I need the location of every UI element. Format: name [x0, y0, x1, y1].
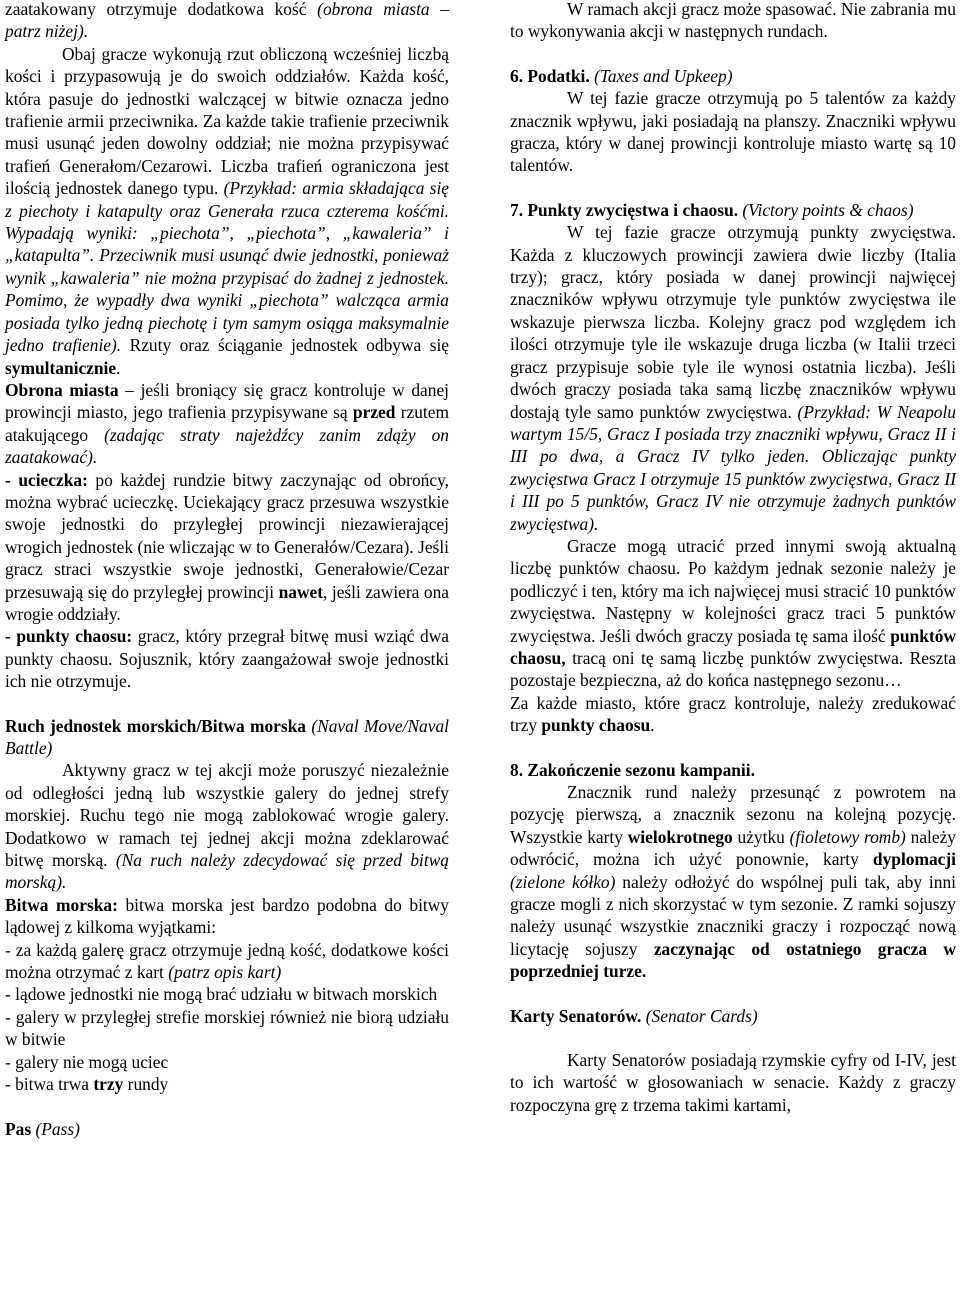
list-item: - za każdą galerę gracz otrzymuje jedną kość, dodatkowe kości można otrzymać z kart (patrz opis kart) [5, 939, 449, 983]
list-item: - galery nie mogą uciec [5, 1051, 169, 1072]
paragraph-season-end: Znacznik rund należy przesunąć z powrotem na pozycję pierwszą, a znacznik sezonu na kolejną pozycję. Wszystkie karty wielokrotnego użytku (fioletowy romb) należy odwrócić, można ich użyć ponownie, karty dyplomacji (zielone kółko) należy odłożyć do wspólnej puli tak, aby inni gracze mogli z nich skorzystać w tym sezonie. Z ramki sojuszy należy usunąć wszystkie znaczniki graczy i rozpocząć nową licytację sojuszy zaczynając od ostatniego gracza w poprzedniej turze. [510, 782, 957, 982]
heading-naval-move: Ruch jednostek morskich/Bitwa morska (Naval Move/Naval Battle) [5, 715, 449, 758]
paragraph-naval-battle: Bitwa morska: bitwa morska jest bardzo podobna do bitwy lądowej z kilkoma wyjątkami: [5, 894, 450, 938]
paragraph-pass: W ramach akcji gracz może spasować. Nie zabrania mu to wykonywania akcji w następnych rundach. [510, 0, 956, 42]
paragraph-taxes: W tej fazie gracze otrzymują po 5 talentów za każdy znacznik wpływu, jaki posiadają na planszy. Znaczniki wpływu gracza, który w danej prowincji kontroluje miasto wartę są 10 talentów. [510, 88, 956, 176]
list-item: - bitwa trwa trzy rundy [5, 1074, 169, 1095]
paragraph-chaos-points: - punkty chaosu: gracz, który przegrał bitwę musi wziąć dwa punkty chaosu. Sojusznik, który zaangażował swoje jednostki ich nie otrzymuje. [5, 626, 449, 692]
paragraph-city-chaos: Za każde miasto, które gracz kontroluje, należy zredukować trzy punkty chaosu. [510, 692, 956, 736]
list-item: - lądowe jednostki nie mogą brać udziału w bitwach morskich [5, 984, 438, 1005]
list-item: - galery w przyległej strefie morskiej również nie biorą udziału w bitwie [5, 1006, 449, 1050]
paragraph-dice-rolling: Obaj gracze wykonują rzut obliczoną wcześniej liczbą kości i przypasowują je do swoich oddziałów. Każda kość, która pasuje do jednostki walczącej w bitwie oznacza jedno trafienie armii przeciwnika. Za każde takie trafienie przeciwnik musi usunąć jeden dowolny oddział; nie można przypisywać trafień Generałom/Cezarowi. Liczba trafień ograniczona jest ilością jednostek danego typu. (Przykład: armia składająca się z piechoty i katapulty oraz Generała rzuca czterema kośćmi. Wypadają wyniki: „piechota”, „piechota”, „kawaleria” i „katapulta”. Przeciwnik musi usunąć dwie jednostki, ponieważ wynik „kawaleria” nie można przypisać do żadnej z jednostek. Pomimo, że wypadły dwa wyniki „piechota” walcząca armia posiada tylko jedną piechotę i tym samym osiąga maksymalnie jedno trafienie). Rzuty oraz ściąganie jednostek odbywa się symultanicznie. [5, 43, 450, 378]
heading-taxes: 6. Podatki. (Taxes and Upkeep) [510, 65, 733, 86]
paragraph-chaos-loss: Gracze mogą utracić przed innymi swoją aktualną liczbę punktów chaosu. Po każdym jednak sezonie należy je podliczyć i ten, który ma ich najwięcej musi stracić 10 punktów zwycięstwa. Następny w kolejności gracz traci 5 punktów zwycięstwa. Jeśli dwóch graczy posiada tę sama ilość punktów chaosu, tracą oni tę samą liczbę punktów zwycięstwa. Reszta pozostaje bezpieczna, aż do końca następnego sezonu… [510, 535, 956, 691]
left-column [5, 0, 449, 1140]
paragraph-victory-points: W tej fazie gracze otrzymują punkty zwycięstwa. Każda z kluczowych prowincji zawiera dwie liczby (Italia trzy); gracz, który posiada w danej prowincji najwięcej znaczników wpływu otrzymuje tyle punktów zwycięstwa ile wskazuje pierwsza liczba. Kolejny gracz pod względem ich ilości otrzymuje tyle ile wskazuje druga liczba (w Italii trzeci gracz przypisuje sobie tyle ile wynosi ostatnia liczba). Jeśli dwóch graczy posiada taka samą liczbę znaczników wpływu dostają tyle samo punktów zwycięstwa. (Przykład: W Neapolu wartym 15/5, Gracz I posiada trzy znaczniki wpływu, Gracz II i III po dwa, a Gracz IV tylko jeden. Obliczając punkty zwycięstwa Gracz I otrzymuje 15 punktów zwycięstwa, Gracz II i III po 5 punktów, Gracz IV nie otrzymuje żadnych punktów zwycięstwa). [510, 222, 957, 534]
heading-season-end: 8. Zakończenie sezonu kampanii. [510, 759, 755, 780]
paragraph-retreat: - ucieczka: po każdej rundzie bitwy zaczynając od obrońcy, można wybrać ucieczkę. Uciekający gracz przesuwa wszystkie swoje jednostki do przyległej prowincji niezawierającej wrogich jednostek (nie wliczając w to Generałów/Cezara). Jeśli gracz straci wszystkie swoje jednostki, Generałowie/Cezar przesuwają się do przyległej prowincji nawet, jeśli zawiera ona wrogie oddziały. [5, 469, 449, 624]
heading-pass: Pas (Pass) [5, 1118, 80, 1139]
paragraph-city-defense: Obrona miasta – jeśli broniący się gracz kontroluje w danej prowincji miasto, jego trafienia przypisywane są przed rzutem atakującego (zadając straty najeżdźcy zanim zdąży on zaatakować). [5, 379, 450, 468]
paragraph-naval-move: Aktywny gracz w tej akcji może poruszyć niezależnie od odległości jedną lub wszystkie galery do jednej strefy morskiej. Ruchu tego nie mogą zablokować wrogie galery. Dodatkowo w ramach tej jednej akcji można zdeklarować bitwę morską. (Na ruch należy zdecydować się przed bitwą morską). [5, 760, 449, 893]
heading-senator-cards: Karty Senatorów. (Senator Cards) [510, 1005, 758, 1026]
paragraph-battle-intro: zaatakowany otrzymuje dodatkowa kość (obrona miasta – patrz niżej). [5, 0, 449, 42]
paragraph-senator-cards: Karty Senatorów posiadają rzymskie cyfry od I-IV, jest to ich wartość w głosowaniach w senacie. Każdy z graczy rozpoczyna grę z trzema takimi kartami, [510, 1050, 956, 1115]
heading-victory-points: 7. Punkty zwycięstwa i chaosu. (Victory points & chaos) [510, 199, 914, 220]
right-column [510, 0, 956, 1116]
